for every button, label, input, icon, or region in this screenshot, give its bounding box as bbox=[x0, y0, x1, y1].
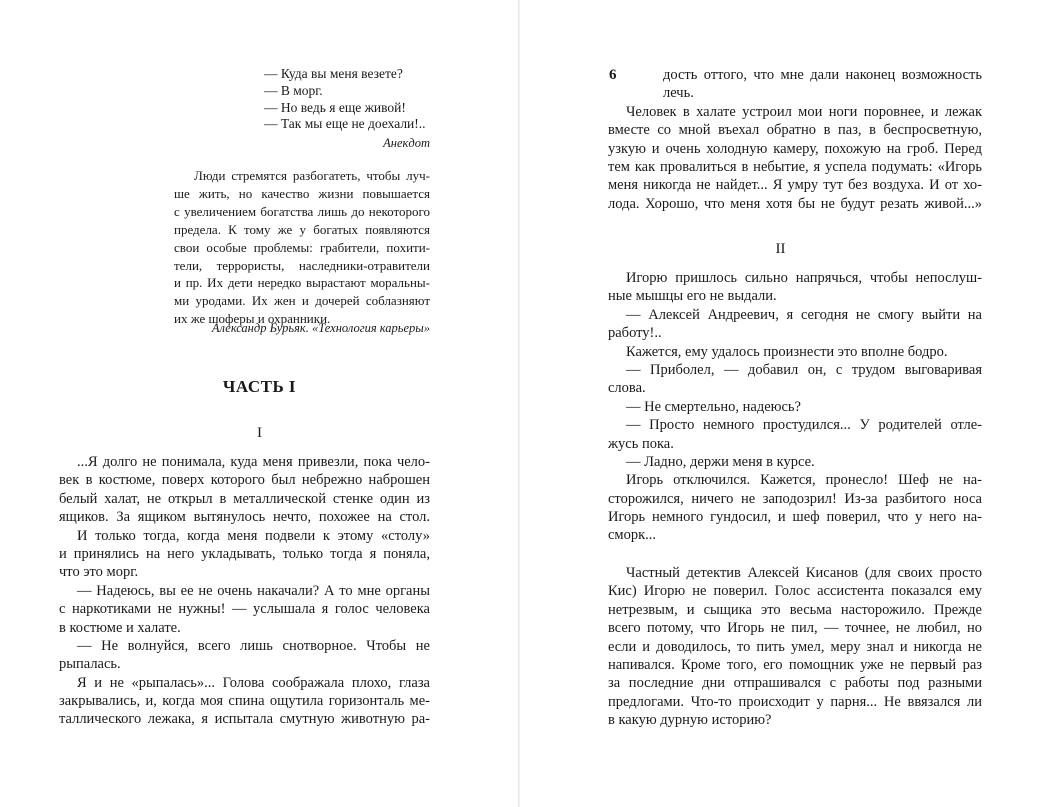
epigraph-attribution: Анекдот bbox=[383, 136, 430, 150]
chapter-text bbox=[608, 66, 982, 213]
text-line: ...Я долго не понимала, куда меня привезли, пока чело- bbox=[77, 454, 430, 470]
text-line: тем как провалиться в небытие, я успела подумать: «Игорь bbox=[608, 158, 982, 175]
text-line: лода. Хорошо, что меня хотя бы не будут резать живой...» bbox=[608, 195, 982, 212]
text-line: ящиков. За ящиком вытянулось нечто, похожее на стол. bbox=[59, 509, 430, 526]
page-number: 6 bbox=[609, 67, 617, 83]
text-line: за последние дни отпрашивался с работы под разными bbox=[608, 675, 982, 692]
text-line: закрывались, и, когда моя спина ощутила горизонталь ме- bbox=[59, 693, 430, 710]
right-page bbox=[520, 0, 1041, 807]
text-line: И только тогда, когда меня подвели к этому «столу» bbox=[77, 527, 430, 544]
quote-line: свои особые проблемы: грабители, похити- bbox=[174, 239, 430, 255]
text-line: Игорь отключился. Кажется, пронесло! Шеф не на- bbox=[626, 472, 982, 489]
epigraph-line: — Так мы еще не доехали!.. bbox=[264, 116, 426, 131]
text-line: Игорь немного гундосил, и шеф поверил, что у него на- bbox=[608, 509, 982, 526]
text-line: — Надеюсь, вы ее не очень накачали? А то мне органы bbox=[77, 582, 430, 599]
text-line: дость оттого, что мне дали наконец возможность bbox=[663, 67, 982, 83]
chapter-title: I bbox=[257, 425, 262, 441]
text-line: Игорю пришлось сильно напрячься, чтобы непослуш- bbox=[626, 270, 982, 286]
text-line: Кис) Игорю не поверил. Голос ассистента показался ему bbox=[608, 583, 982, 600]
epigraph-quote bbox=[174, 167, 430, 328]
quote-line: предела. К тому же у богатых появляются bbox=[174, 221, 430, 237]
epigraph-line: — Куда вы меня везете? bbox=[264, 66, 403, 81]
text-line: работу!.. bbox=[608, 325, 662, 342]
left-page bbox=[0, 0, 519, 807]
text-line: век в костюме, поверх которого был небрежно наброшен bbox=[59, 472, 430, 489]
text-line: ные мышцы его не выдали. bbox=[608, 288, 777, 305]
text-line: напивался. Кроме того, его помощник уже не первый раз bbox=[608, 656, 982, 673]
chapter-title: II bbox=[775, 241, 786, 257]
text-line: что это морг. bbox=[59, 564, 139, 581]
quote-line: ше жить, но качество жизни повышается bbox=[174, 185, 430, 201]
text-line: слова. bbox=[608, 380, 646, 397]
text-line: сморк... bbox=[608, 527, 657, 544]
quote-line: с увеличением богатства лишь до некоторого bbox=[174, 203, 430, 219]
text-line: нетрезвым, и сыщика это весьма насторожило. Прежде bbox=[608, 601, 982, 618]
text-line: и принялись на него укладывать, только тогда я поняла, bbox=[59, 545, 430, 562]
text-line: в какую дурную историю? bbox=[608, 712, 772, 729]
text-line: меня никогда не найдет... Я умру тут без воздуха. И от хо- bbox=[608, 177, 982, 194]
epigraph-line: — Но ведь я еще живой! bbox=[264, 99, 406, 115]
quote-line: тели, террористы, наследники-отравители bbox=[174, 257, 430, 273]
epigraph-line: — В морг. bbox=[264, 83, 323, 98]
text-line: Частный детектив Алексей Кисанов (для своих просто bbox=[626, 565, 982, 581]
text-line: с наркотиками не нужны! — услышала я голос человека bbox=[59, 601, 430, 618]
text-line: всего потому, что Игорь не пил, — точнее, не любил, но bbox=[608, 620, 982, 637]
text-line: — Алексей Андреевич, я сегодня не смогу выйти на bbox=[626, 306, 982, 323]
quote-line: ми уродами. Их жен и дочерей соблазняют bbox=[174, 293, 430, 309]
text-line: белый халат, не открыл в металлической стенке один из bbox=[59, 490, 430, 507]
text-line: узкую и очень холодную камеру, похожую на гроб. Перед bbox=[608, 140, 982, 157]
text-line: если и доводилось, то пить умел, меру знал и никогда не bbox=[608, 638, 982, 655]
text-line: жусь пока. bbox=[608, 435, 674, 452]
text-line: — Не волнуйся, всего лишь снотворное. Чтобы не bbox=[77, 637, 430, 654]
chapter-text bbox=[608, 269, 982, 545]
chapter-text bbox=[608, 564, 982, 730]
part-title: ЧАСТЬ I bbox=[222, 377, 297, 396]
text-line: предлогами. Что-то происходит у парня... Не ввязался ли bbox=[608, 693, 982, 710]
chapter-text bbox=[59, 453, 430, 729]
text-line: Я и не «рыпалась»... Голова соображала плохо, глаза bbox=[77, 674, 430, 691]
text-line: — Ладно, держи меня в курсе. bbox=[626, 453, 815, 470]
quote-line: Люди стремятся разбогатеть, чтобы луч- bbox=[194, 168, 430, 183]
text-line: Кажется, ему удалось произнести это вполне бодро. bbox=[626, 343, 948, 360]
text-line: сторожился, ничего не заподозрил! Из-за разбитого носа bbox=[608, 490, 982, 507]
text-line: таллического лежака, я испытала смутную животную ра- bbox=[59, 711, 430, 728]
text-line: рыпалась. bbox=[59, 656, 121, 673]
text-line: — Не смертельно, надеюсь? bbox=[626, 398, 801, 415]
text-line: в костюме и халате. bbox=[59, 619, 181, 636]
quote-line: и пр. Их дети нередко вырастают моральны- bbox=[174, 275, 430, 291]
text-line: — Просто немного простудился... У родителей отле- bbox=[626, 417, 982, 434]
quote-attribution: Александр Бурьяк. «Технология карьеры» bbox=[211, 321, 430, 335]
text-line: — Приболел, — добавил он, с трудом выговаривая bbox=[626, 361, 982, 378]
text-line: Человек в халате устроил мои ноги поровнее, и лежак bbox=[626, 103, 982, 120]
quote-line: их же шоферы и охранники. bbox=[174, 311, 331, 327]
text-line: лечь. bbox=[663, 85, 694, 102]
text-line: вместе со мной въехал обратно в паз, в беспросветную, bbox=[608, 122, 982, 139]
